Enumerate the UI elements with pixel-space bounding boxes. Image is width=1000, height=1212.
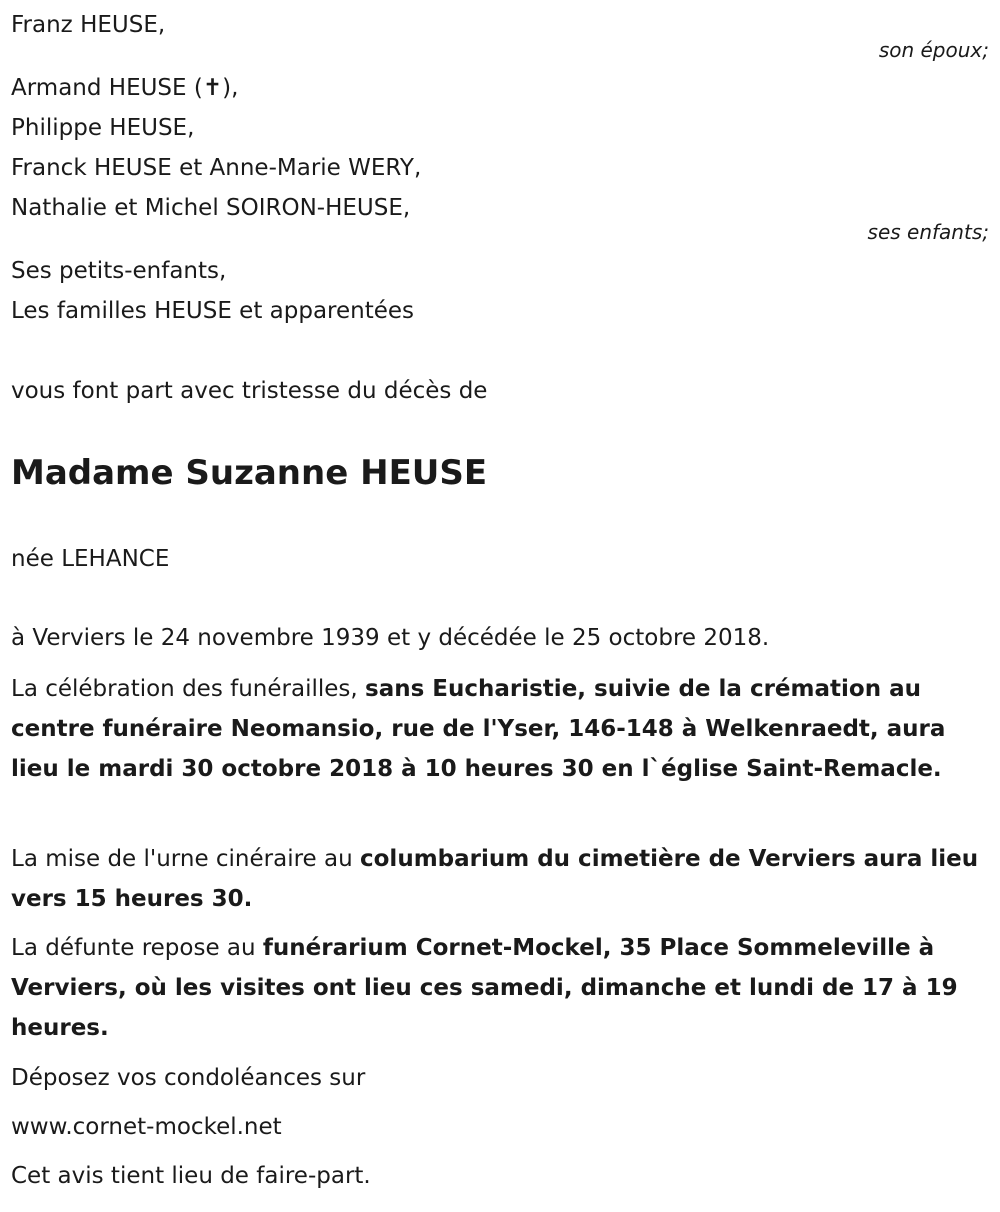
urn-details: columbarium du cimetière de Verviers aura lieu vers 15 heures 30. (11, 846, 979, 912)
children-role: ses enfants; (867, 220, 989, 244)
spouse-name: Franz HEUSE, (11, 12, 166, 38)
visitation-intro: La défunte repose au (11, 935, 263, 961)
grandchildren-line: Ses petits-enfants, (11, 258, 227, 284)
visitation-details: funérarium Cornet-Mockel, 35 Place Sommeleville à Verviers, où les visites ont lieu ces samedi, dimanche et lundi de 17 à 19 heures. (11, 935, 958, 1041)
deceased-name: Madame Suzanne HEUSE (11, 453, 488, 493)
child-name: Nathalie et Michel SOIRON-HEUSE, (11, 195, 411, 221)
spouse-role: son époux; (878, 38, 989, 62)
announcement-text: vous font part avec tristesse du décès de (11, 378, 488, 404)
funeral-paragraph (11, 669, 986, 789)
condolences-text: Déposez vos condoléances sur (11, 1065, 366, 1091)
funeral-intro: La célébration des funérailles, (11, 676, 365, 702)
child-name: Armand HEUSE (✝), (11, 75, 239, 101)
child-name: Philippe HEUSE, (11, 115, 195, 141)
birth-death-dates: à Verviers le 24 novembre 1939 et y décédée le 25 octobre 2018. (11, 625, 770, 651)
faire-part-notice: Cet avis tient lieu de faire-part. (11, 1163, 371, 1189)
maiden-name: née LEHANCE (11, 546, 170, 572)
condolences-url[interactable]: www.cornet-mockel.net (11, 1114, 282, 1140)
families-line: Les familles HEUSE et apparentées (11, 298, 415, 324)
urn-intro: La mise de l'urne cinéraire au (11, 846, 360, 872)
urn-paragraph (11, 839, 986, 919)
funeral-details: sans Eucharistie, suivie de la crémation au centre funéraire Neomansio, rue de l'Yser, 146-148 à Welkenraedt, aura lieu le mardi 30 octobre 2018 à 10 heures 30 en l`église Saint-Remacle. (11, 676, 946, 782)
visitation-paragraph (11, 928, 986, 1048)
child-name: Franck HEUSE et Anne-Marie WERY, (11, 155, 422, 181)
